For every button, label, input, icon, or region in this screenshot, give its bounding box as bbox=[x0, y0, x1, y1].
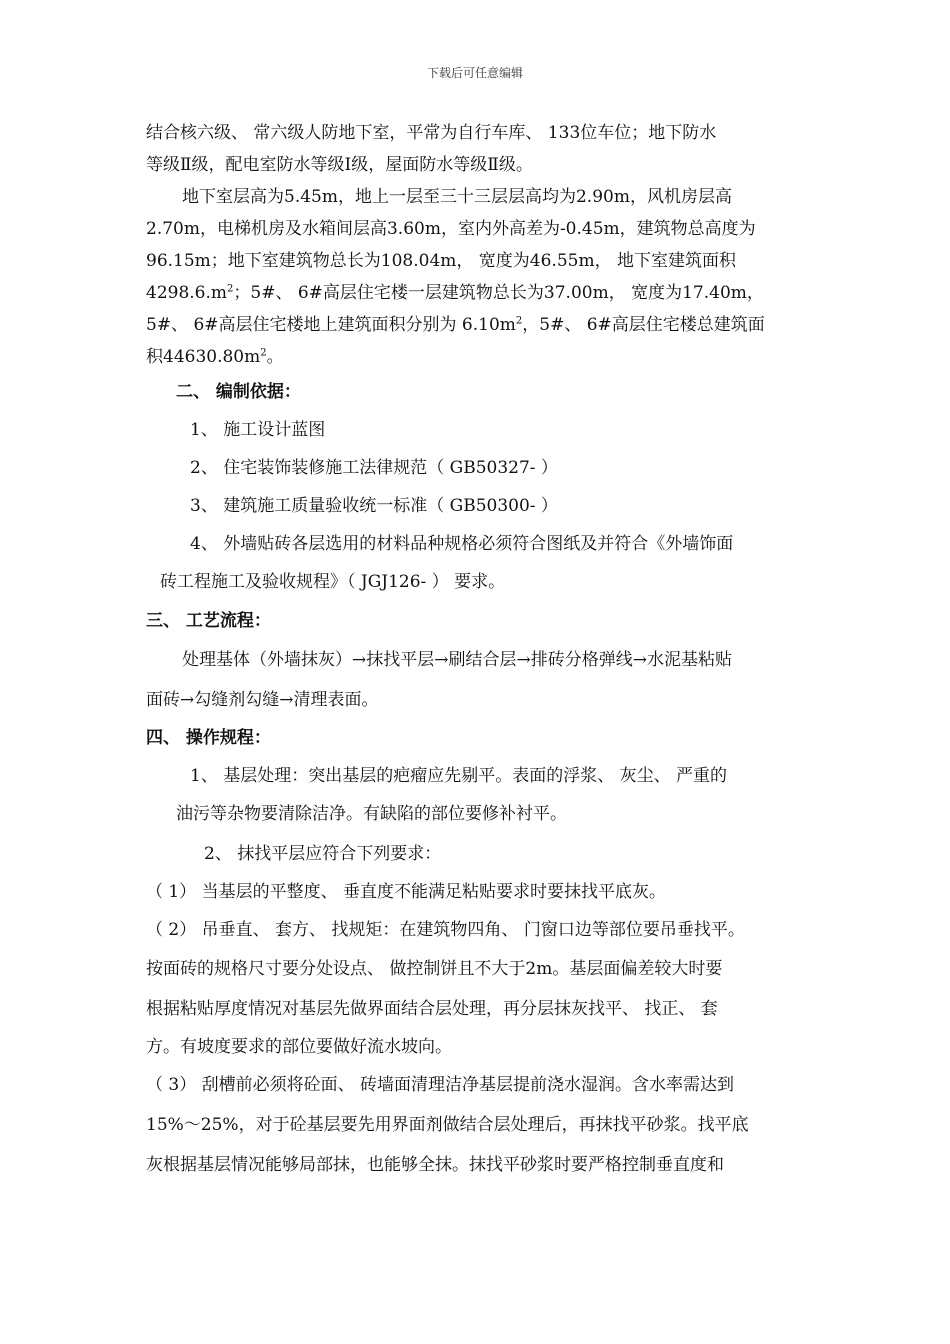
text-line: 地下室层高为5.45m，地上一层至三十三层层高均为2.90m，风机房层高 bbox=[182, 187, 732, 207]
list-item: 1、 施工设计蓝图 bbox=[190, 420, 326, 440]
list-item: 4、 外墙贴砖各层选用的材料品种规格必须符合图纸及并符合《外墙饰面 bbox=[190, 534, 734, 554]
text-line: 96.15m；地下室建筑物总长为108.04m， 宽度为46.55m， 地下室建筑面积 bbox=[146, 251, 736, 271]
superscript: 2 bbox=[227, 283, 234, 295]
text-line: （ 2） 吊垂直、 套方、 找规矩：在建筑物四角、 门窗口边等部位要吊垂找平。 bbox=[146, 920, 745, 940]
text-line: 2.70m，电梯机房及水箱间层高3.60m，室内外高差为-0.45m，建筑物总高度为 bbox=[146, 219, 756, 239]
list-item: 油污等杂物要清除洁净。有缺陷的部位要修补衬平。 bbox=[176, 804, 567, 824]
text-line: 15%～25%，对于砼基层要先用界面剂做结合层处理后，再抹找平砂浆。找平底 bbox=[146, 1115, 749, 1135]
text-line: 灰根据基层情况能够局部抹，也能够全抹。抹找平砂浆时要严格控制垂直度和 bbox=[146, 1155, 724, 1175]
text-line: 方。有坡度要求的部位要做好流水坡向。 bbox=[146, 1037, 452, 1057]
text-line: 按面砖的规格尺寸要分处设点、 做控制饼且不大于2m。基层面偏差较大时要 bbox=[146, 959, 723, 979]
superscript: 2 bbox=[260, 347, 267, 359]
list-item: 砖工程施工及验收规程》（ JGJ126- ） 要求。 bbox=[160, 572, 506, 592]
text-run: 。 bbox=[266, 347, 284, 367]
text-run: ；5#、 6#高层住宅楼一层建筑物总长为37.00m， 宽度为17.40m， bbox=[233, 283, 764, 303]
text-line bbox=[146, 281, 764, 305]
text-line: 根据粘贴厚度情况对基层先做界面结合层处理，再分层抹灰找平、 找正、 套 bbox=[146, 999, 718, 1019]
text-line bbox=[146, 345, 284, 369]
text-line: （ 3） 刮槽前必须将砼面、 砖墙面清理洁净基层提前浇水湿润。含水率需达到 bbox=[146, 1075, 735, 1095]
text-run: ，5#、 6#高层住宅楼总建筑面 bbox=[522, 315, 765, 335]
text-line: 结合核六级、 常六级人防地下室，平常为自行车库、 133位车位；地下防水 bbox=[146, 123, 717, 143]
text-line: 面砖→勾缝剂勾缝→清理表面。 bbox=[146, 690, 379, 710]
text-line: 处理基体（外墙抹灰）→抹找平层→刷结合层→排砖分格弹线→水泥基粘贴 bbox=[182, 650, 732, 670]
page-header: 下载后可任意编辑 bbox=[426, 66, 523, 80]
section-heading: 三、 工艺流程： bbox=[146, 611, 271, 631]
list-item: 2、 住宅装饰装修施工法律规范（ GB50327- ） bbox=[190, 458, 558, 478]
section-heading: 四、 操作规程： bbox=[146, 728, 271, 748]
text-run: 5#、 6#高层住宅楼地上建筑面积分别为 6.10m bbox=[146, 315, 516, 335]
section-heading: 二、 编制依据： bbox=[176, 382, 301, 402]
text-run: 积44630.80m bbox=[146, 347, 261, 367]
list-item: 2、 抹找平层应符合下列要求： bbox=[204, 844, 442, 864]
text-line bbox=[146, 313, 765, 337]
list-item: 3、 建筑施工质量验收统一标准（ GB50300- ） bbox=[190, 496, 558, 516]
text-run: 4298.6.m bbox=[146, 283, 228, 303]
superscript: 2 bbox=[515, 315, 523, 327]
text-line: 等级Ⅱ级，配电室防水等级Ⅰ级，屋面防水等级Ⅱ级。 bbox=[146, 155, 533, 175]
text-line: （ 1） 当基层的平整度、 垂直度不能满足粘贴要求时要抹找平底灰。 bbox=[146, 882, 667, 902]
list-item: 1、 基层处理：突出基层的疤瘤应先剔平。表面的浮浆、 灰尘、 严重的 bbox=[190, 766, 728, 786]
